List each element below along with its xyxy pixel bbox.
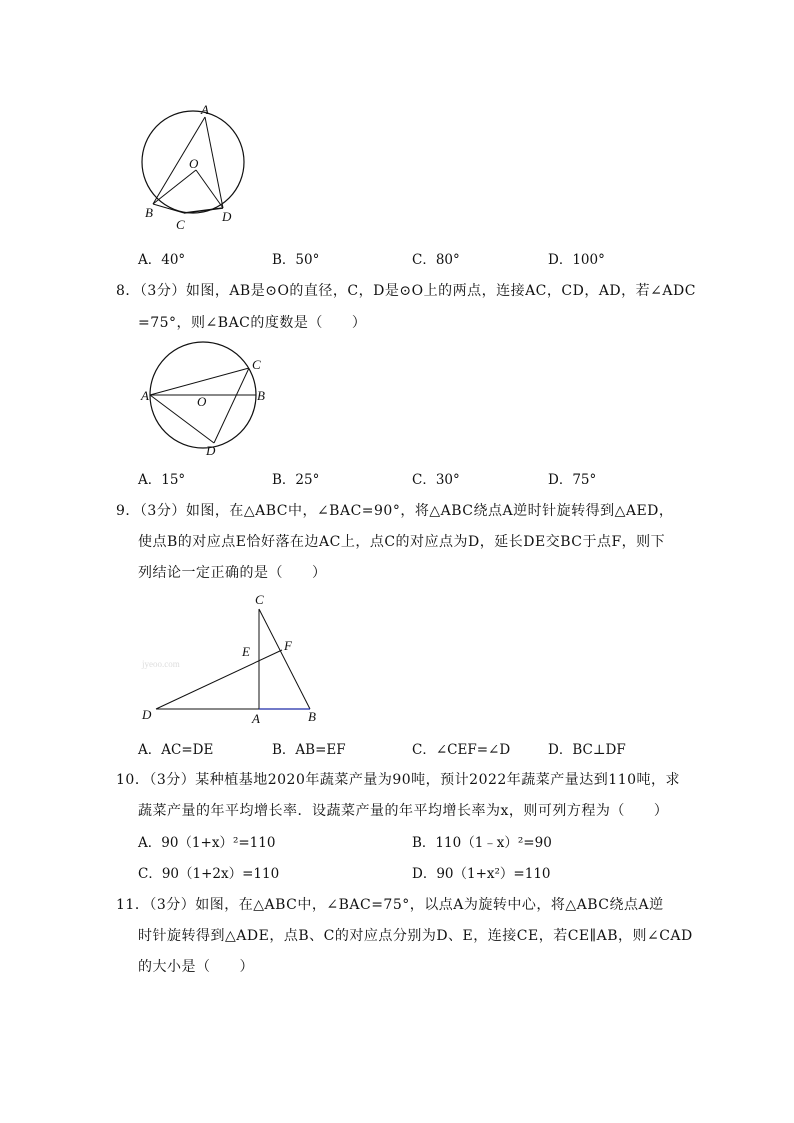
q10-stem-line2: 蔬菜产量的年平均增长率．设蔬菜产量的年平均增长率为x，则可列方程为（ ） (138, 803, 669, 819)
q11-stem-line3: 的大小是（ ） (138, 959, 254, 975)
q7-segment-ob (153, 170, 196, 204)
q9-stem-line3: 列结论一定正确的是（ ） (138, 565, 327, 581)
q9-label-b: B (308, 709, 316, 724)
q8-option-c[interactable]: C．30° (412, 472, 460, 488)
q9-option-b[interactable]: B．AB=EF (272, 742, 346, 758)
q7-label-a: A (201, 102, 209, 117)
q8-label-a: A (141, 388, 149, 403)
q7-option-d[interactable]: D．100° (548, 252, 605, 268)
q7-segment-ad (205, 117, 223, 208)
q7-option-a[interactable]: A．40° (138, 252, 186, 268)
q8-option-b[interactable]: B．25° (272, 472, 320, 488)
q8-label-b: B (257, 388, 265, 403)
q10-option-b[interactable]: B．110（1﹣x）²=90 (412, 835, 552, 851)
q7-label-b: B (145, 205, 153, 220)
q8-stem-line2: =75°，则∠BAC的度数是（ ） (138, 315, 367, 331)
q8-stem-line1: 8．（3分）如图，AB是⊙O的直径，C，D是⊙O上的两点，连接AC，CD，AD，若∠ADC (116, 283, 696, 299)
q9-label-d: D (142, 707, 152, 722)
q8-segment-cd (214, 368, 249, 443)
q9-watermark: jyeoo.com (142, 659, 180, 669)
q8-option-d[interactable]: D．75° (548, 472, 597, 488)
q11-stem-line2: 时针旋转得到△ADE，点B、C的对应点分别为D、E，连接CE，若CE∥AB，则∠CAD (138, 928, 693, 944)
q7-option-c[interactable]: C．80° (412, 252, 460, 268)
q9-stem-line1: 9．（3分）如图，在△ABC中，∠BAC=90°，将△ABC绕点A逆时针旋转得到△AED， (116, 503, 674, 519)
q9-stem-line2: 使点B的对应点E恰好落在边AC上，点C的对应点为D，延长DE交BC于点F，则下 (138, 534, 666, 550)
q9-option-a[interactable]: A．AC=DE (138, 742, 214, 758)
q8-label-o: O (197, 394, 207, 409)
q9-label-c: C (255, 592, 264, 607)
q8-option-a[interactable]: A．15° (138, 472, 186, 488)
q7-label-c: C (176, 217, 185, 230)
q9-segment-cb (259, 609, 310, 709)
q8-label-c: C (252, 357, 261, 372)
q7-option-b[interactable]: B．50° (272, 252, 320, 268)
q9-option-c[interactable]: C．∠CEF=∠D (412, 742, 511, 758)
q9-label-e: E (242, 644, 250, 659)
q8-figure (136, 338, 276, 462)
q10-option-d[interactable]: D．90（1+x²）=110 (412, 866, 551, 882)
q7-label-d: D (222, 209, 232, 224)
q8-label-d: D (206, 443, 216, 458)
q9-option-d[interactable]: D．BC⊥DF (548, 742, 626, 758)
q8-segment-ac (150, 368, 249, 395)
q11-stem-line1: 11．（3分）如图，在△ABC中，∠BAC=75°，以点A为旋转中心，将△ABC绕点A逆 (116, 897, 664, 913)
q7-label-o: O (189, 156, 199, 171)
q10-stem-line1: 10．（3分）某种植基地2020年蔬菜产量为90吨，预计2022年蔬菜产量达到110吨，求 (116, 772, 681, 788)
q9-label-a: A (252, 711, 260, 726)
q7-figure (130, 100, 260, 230)
q9-label-f: F (284, 638, 292, 653)
q9-figure (138, 588, 328, 726)
q10-option-c[interactable]: C．90（1+2x）=110 (138, 866, 280, 882)
q7-segment-bc (153, 204, 184, 213)
q10-option-a[interactable]: A．90（1+x）²=110 (138, 835, 276, 851)
